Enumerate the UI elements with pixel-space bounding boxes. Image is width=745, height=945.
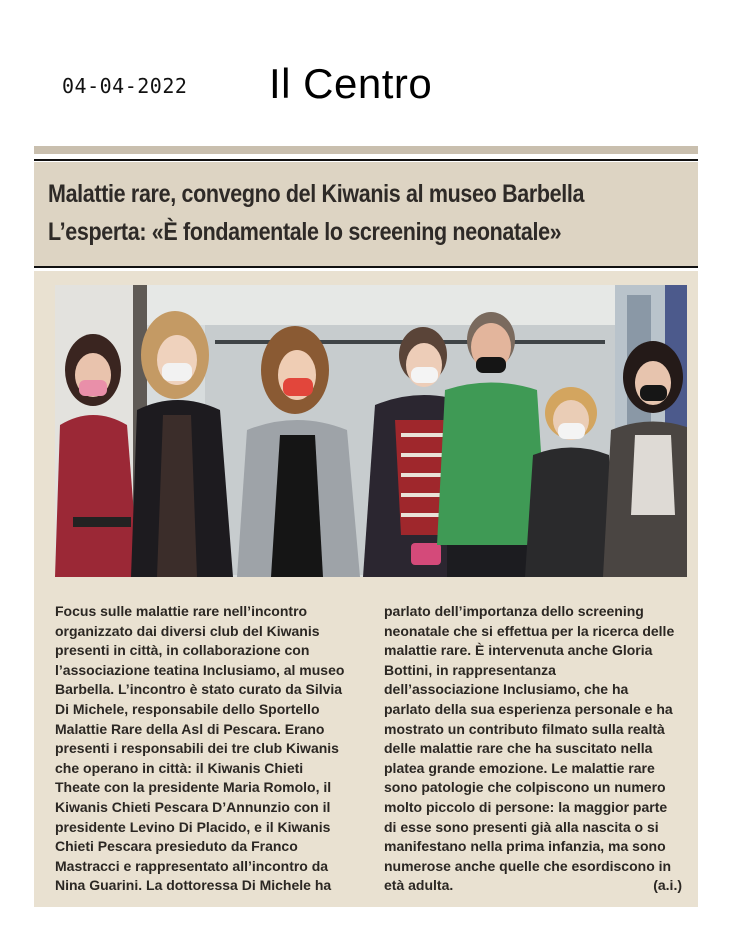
- article-final-words: età adulta.: [384, 877, 454, 894]
- article-line: presenti in città, in collaborazione con: [55, 642, 310, 659]
- article-line: che operano in città: il Kiwanis Chieti: [55, 759, 304, 776]
- article-line: Focus sulle malattie rare nell’incontro: [55, 603, 308, 619]
- article-line: malattie rare. È intervenuta anche Gloria: [384, 642, 653, 659]
- article-line: Mastracci e rappresentato all’incontro da: [55, 857, 329, 874]
- article-line: Barbella. L’incontro è stato curato da Silvia: [55, 681, 343, 698]
- article-line: Chieti Pescara presieduto da Franco: [55, 838, 298, 855]
- article-line: l’associazione teatina Inclusiamo, al museo: [55, 661, 345, 678]
- article-column-2: [384, 602, 690, 896]
- article-line: mostrato un contributo filmato sulla realtà: [384, 720, 665, 737]
- article-line: delle malattie rare che ha suscitato nella: [384, 740, 653, 757]
- article-line: dell’associazione Inclusiamo, che ha: [384, 681, 629, 698]
- article-line: presidente Levino Di Placido, e il Kiwanis: [55, 818, 331, 835]
- headline-top-rule: [34, 159, 698, 161]
- article-line: parlato dell’importanza dello screening: [384, 603, 644, 619]
- header-divider-band: [34, 146, 698, 154]
- article-line: Malattie Rare della Asl di Pescara. Erano: [55, 720, 325, 737]
- publication-date: 04-04-2022: [62, 74, 188, 98]
- article-line: di esse sono presenti già alla nascita o si: [384, 818, 659, 835]
- article-line: numerose anche quelle che esordiscono in: [384, 857, 672, 874]
- headline-subtitle: L’esperta: «È fondamentale lo screening neonatale»: [48, 218, 562, 246]
- author-signature: (a.i.): [653, 877, 682, 894]
- article-line: platea grande emozione. Le malattie rare: [384, 759, 655, 776]
- headline-title: Malattie rare, convegno del Kiwanis al museo Barbella: [48, 180, 585, 208]
- article-box: [34, 271, 698, 907]
- article-line: Di Michele, responsabile dello Sportello: [55, 700, 320, 717]
- article-line: Kiwanis Chieti Pescara D’Annunzio con il: [55, 798, 331, 815]
- group-photo-illustration: [55, 285, 687, 577]
- article-line: presenti i responsabili dei tre club Kiwanis: [55, 740, 339, 757]
- article-column-1: [55, 602, 355, 896]
- newspaper-masthead: Il Centro: [269, 60, 433, 107]
- article-line: manifestano nella prima infanzia, ma sono: [384, 838, 666, 855]
- article-line: molto piccolo di persone: la maggior parte: [384, 798, 668, 815]
- article-line: sono patologie che colpiscono un numero: [384, 779, 666, 796]
- article-line: Nina Guarini. La dottoressa Di Michele ha: [55, 877, 332, 894]
- group-photo: [55, 285, 687, 577]
- article-line: organizzato dai diversi club del Kiwanis: [55, 622, 320, 639]
- article-line: neonatale che si effettua per la ricerca delle: [384, 622, 675, 639]
- article-line: Theate con la presidente Maria Romolo, il: [55, 779, 332, 796]
- article-line: parlato della sua esperienza personale e ha: [384, 700, 673, 717]
- article-line: Bottini, in rappresentanza: [384, 661, 556, 678]
- article-line-last: [384, 876, 690, 896]
- headline-box: [34, 162, 698, 268]
